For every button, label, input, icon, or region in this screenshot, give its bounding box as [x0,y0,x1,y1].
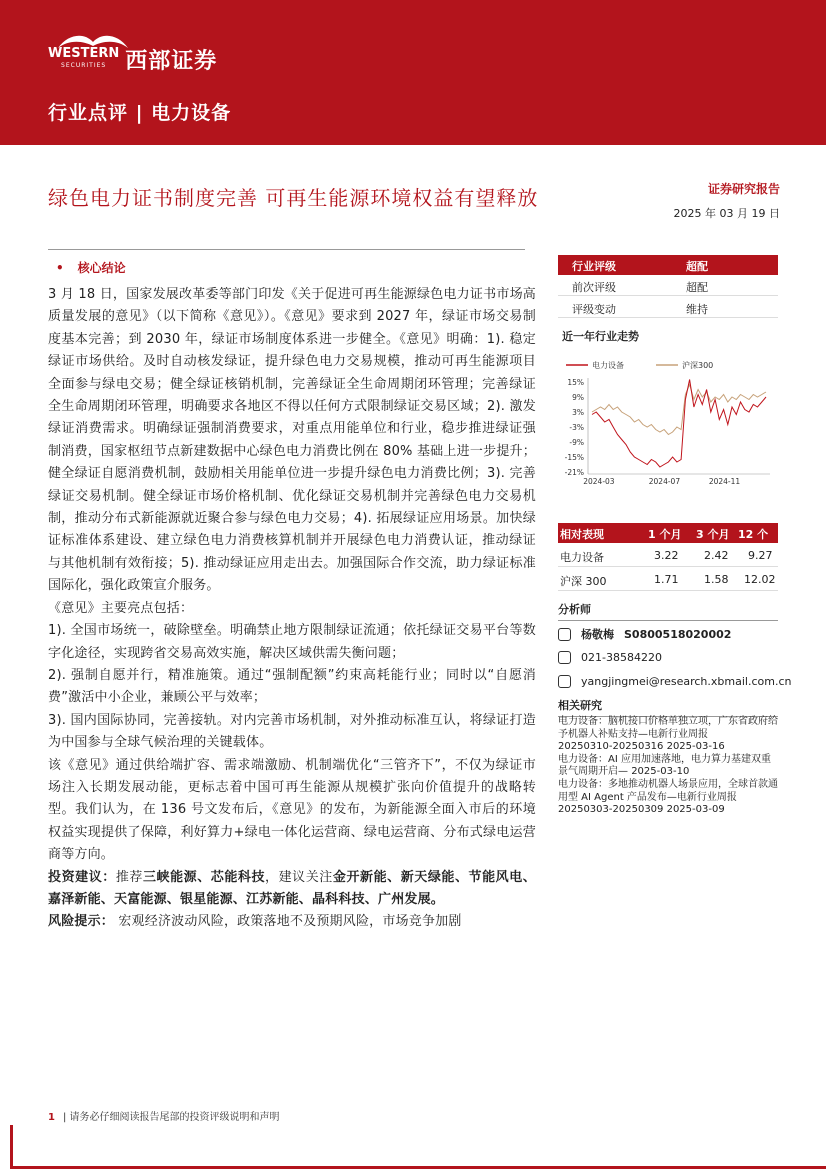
logo [48,44,217,75]
y-tick-label: 9% [572,393,584,402]
logo-en-text: WESTERN [48,45,120,61]
logo-cn: 西部证券 [125,49,218,74]
perf-row-1m: 1.71 [654,573,679,586]
rating-head-value: 超配 [686,260,708,273]
perf-row-3m: 1.58 [704,573,729,586]
rating-row-value: 维持 [686,303,708,316]
perf-row-12m: 12.02 [744,573,776,586]
main-content [48,258,536,934]
risk-label: 风险提示： [48,914,115,930]
x-tick-label: 2024-07 [648,477,681,486]
chart-title: 近一年行业走势 [562,330,639,343]
perf-row-name: 沪深 300 [560,575,607,588]
y-tick-label: -3% [569,423,584,432]
paragraph-5: 3). 国内国际协同，完善接轨。对内完善市场机制，对外推动标准互认，将绿证打造为中国参与全球气候治理的关键载体。 [48,712,536,751]
rating-row [558,276,778,296]
legend-label: 电力设备 [592,361,624,370]
paragraph-3: 1). 全国市场统一，破除壁垒。明确禁止地方限制绿证流通；依托绿证交易平台等数字化途径，实现跨省交易高效实施，解决区域供需失衡问题； [48,623,536,661]
invest-watch: 金开新能、新天绿能、节能风电、嘉泽新能、天富能源、银星能源、江苏新能、晶科科技、广州发展。 [48,869,536,907]
x-tick-label: 2024-03 [583,477,615,486]
analyst-cert: S0800518020002 [624,627,732,641]
related-item[interactable] [558,754,780,779]
series-line [592,380,766,468]
analyst-email-row [558,675,791,688]
perf-row-12m: 9.27 [748,549,773,562]
analyst-email[interactable]: yangjingmei@research.xbmail.com.cn [581,675,792,688]
related-item-text: 电力设备：多地推动机器人场景应用，全球首款通用型 AI Agent 产品发布—电新行业周报 [558,778,778,803]
logo-en-sub: SECURITIES [61,61,107,69]
paragraph-1: 3 月 18 日，国家发展改革委等部门印发《关于促进可再生能源绿色电力证书市场高质量发展的意见》（以下简称《意见》）。《意见》要求到 2027 年，绿证市场交易制度基本完善；到 2030 年，绿证市场制度体系进一步健全。《意见》明确：1). 稳定绿证市场供给。及时自动核发绿证，提升绿色电力交易规模，推动可再生能源项目全面参与绿电交易；健全绿证核销机制，完善绿证全生命周期闭环管理；完善绿证全生命周期闭环管理，明确要求各地区不得以任何方式限制绿证交易区域；2). 激发绿证消费需求。明确绿证强制消费要求，对重点用能单位和行业，稳步推进绿证强制消费，国家枢纽节点新建数据中心绿色电力消费比例在 80% 基础上进一步提升；健全绿证自愿消费机制，鼓励相关用能单位进一步提升绿色电力消费比例；3). 完善绿证交易机制。健全绿证市场价格机制、优化绿证交易机制并完善绿色电力交易机制，推动分布式新能源就近聚合参与绿色电力交易；4). 拓展绿证应用场景。加快绿证标准体系建设、建立绿色电力消费核算机制并开展绿色电力消费认证，推动绿证与其他机制有效衔接；5). 推动绿证应用走出去。加强国际合作交流，助力绿证标准国际化，强化政策宣介服务。 [48,287,536,594]
invest-text-2: ，建议关注 [265,869,333,885]
related-item-date: 20250303-20250309 2025-03-09 [558,804,725,816]
performance-row [558,545,778,567]
y-tick-label: -21% [564,468,584,477]
related-item[interactable] [558,716,780,754]
related-title: 相关研究 [558,697,778,717]
related-item[interactable] [558,779,780,817]
divider [48,249,525,250]
y-tick-label: 3% [572,408,584,417]
y-tick-label: -15% [564,453,584,462]
related-item-text: 电力设备：脑机接口价格单独立项，广东省政府给予机器人补贴支持—电新行业周报 [558,716,778,740]
related-item-text: 电力设备：AI 应用加速落地，电力算力基建双重景气周期开启— [558,753,771,778]
report-date: 2025 年 03 月 19 日 [673,207,780,220]
paragraph-2: 《意见》主要亮点包括： [48,600,194,616]
risk-text: 宏观经济波动风险，政策落地不及预期风险，市场竞争加剧 [114,914,462,930]
risk-warning [48,911,536,933]
rating-row-value: 超配 [686,281,708,294]
phone-icon [558,651,571,664]
performance-row [558,569,778,591]
report-type: 证券研究报告 [707,182,780,196]
rating-row-label: 前次评级 [572,281,616,294]
legend-label: 沪深300 [682,361,714,370]
perf-row-1m: 3.22 [654,549,679,562]
y-tick-label: -9% [569,438,584,447]
footer-text: | 请务必仔细阅读报告尾部的投资评级说明和声明 [62,1112,280,1123]
footer-accent [10,1125,13,1169]
perf-header-1m: 1 个月 [648,528,682,541]
person-icon [558,628,571,641]
related-item-date: 2025-03-10 [631,766,690,778]
perf-header-3m: 3 个月 [696,528,730,541]
bullet-icon: • [56,261,64,275]
related-list [558,716,780,817]
paragraph-4: 2). 强制自愿并行，精准施策。通过“强制配额”约束高耗能行业；同时以“自愿消费”激活中小企业，兼顾公平与效率； [48,667,536,706]
series-line [592,385,766,435]
rating-header [558,255,778,275]
perf-header-name: 相对表现 [560,528,604,541]
header-banner [0,0,826,145]
perf-row-name: 电力设备 [560,551,604,564]
paragraph-6: 该《意见》通过供给端扩容、需求端激励、机制端优化“三管齐下”，不仅为绿证市场注入长期发展动能，更标志着中国可再生能源从规模扩张向价值提升的战略转型。我们认为，在 136 号文发布后，《意见》的发布，为新能源全面入市后的环境权益实现提供了保障，利好算力+绿电一体化运营商、绿电运营商、分布式绿电运营商等方向。 [48,757,536,863]
related-item-date: 20250310-20250316 2025-03-16 [558,741,725,753]
investment-advice [48,867,536,912]
mail-icon [558,675,571,688]
perf-row-3m: 2.42 [704,549,729,562]
invest-text-1: 推荐 [115,869,143,885]
report-title: 绿色电力证书制度完善 可再生能源环境权益有望释放 [48,186,539,210]
analyst-name: 杨敬梅 [581,628,614,641]
analyst-title: 分析师 [558,601,778,621]
perf-header-12m: 12 个月 [738,528,769,557]
analyst-phone-row [558,651,662,664]
page-number: 1 [48,1112,55,1123]
analyst-phone: 021-38584220 [581,651,662,664]
footer [48,1108,280,1123]
analyst-name-row [558,626,731,642]
core-label: 核心结论 [77,261,126,275]
invest-recommend: 三峡能源、芯能科技 [142,869,266,885]
rating-head-label: 行业评级 [572,260,616,273]
y-tick-label: 15% [567,378,584,387]
logo-en [48,45,120,72]
industry-trend-chart [558,346,778,496]
rating-row-label: 评级变动 [572,303,616,316]
rating-row [558,298,778,318]
invest-label: 投资建议： [48,869,116,885]
core-conclusion-heading [56,258,536,278]
report-category: 行业点评 | 电力设备 [48,102,232,124]
x-tick-label: 2024-11 [708,477,741,486]
